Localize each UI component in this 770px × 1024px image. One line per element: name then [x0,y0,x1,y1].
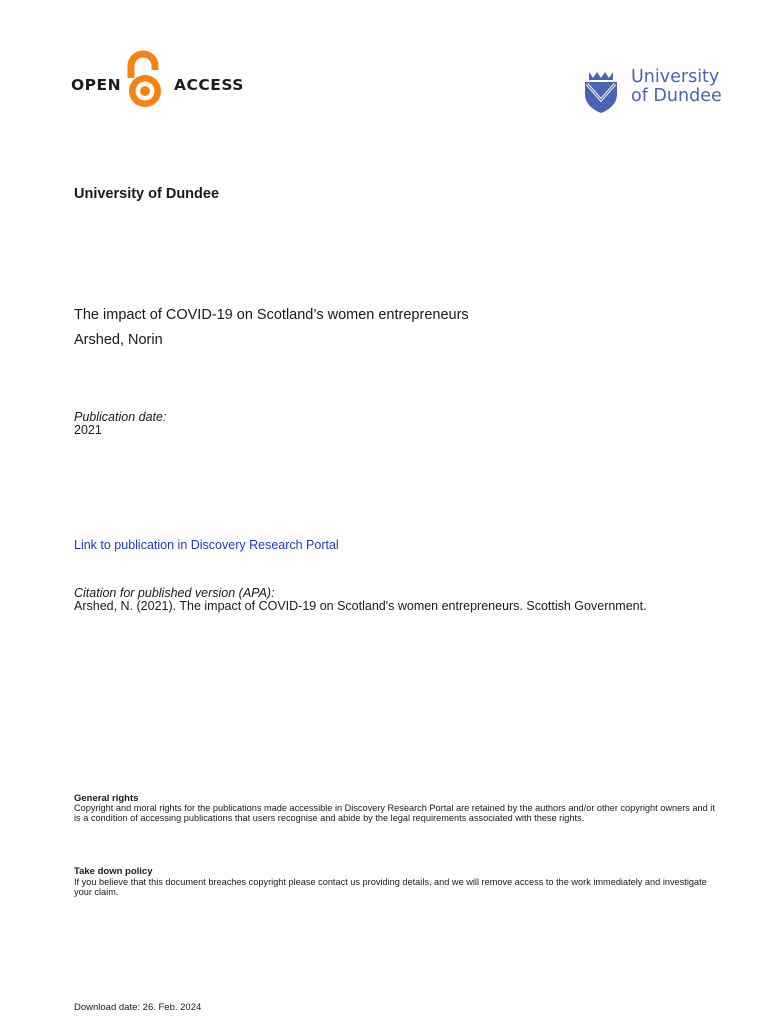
publication-date-label: Publication date: [74,410,167,424]
general-rights-text: Copyright and moral rights for the publications made accessible in Discovery Research Portal are retained by the authors and/or other copyright owners and it is a condition of accessing publications that users recognise and abide by the legal requirements associated with these rights. [74,803,715,824]
download-date: Download date: 26. Feb. 2024 [74,1002,202,1013]
publication-title: The impact of COVID-19 on Scotland’s women entrepreneurs [74,307,469,323]
open-access-logo-right-text: ACCESS [174,76,244,94]
university-logo-text [631,68,722,106]
take-down-text: If you believe that this document breaches copyright please contact us providing details, and we will remove access to the work immediately and investigate your claim. [74,877,707,898]
shield-crest-icon [583,70,619,114]
citation-text: Arshed, N. (2021). The impact of COVID-19 on Scotland's women entrepreneurs. Scottish Government. [74,599,647,613]
institution-name: University of Dundee [74,186,220,202]
take-down-heading: Take down policy [74,866,153,877]
publication-date-value: 2021 [74,423,102,437]
general-rights-heading: General rights [74,793,139,804]
publication-authors: Arshed, Norin [74,332,163,348]
university-logo-line2: of Dundee [631,86,722,106]
portal-link[interactable]: Link to publication in Discovery Research Portal [74,538,339,552]
open-lock-icon [123,50,167,112]
open-access-logo-left-text: OPEN [71,76,122,94]
university-logo-line1: University [631,67,720,87]
open-access-logo [71,50,251,112]
citation-label: Citation for published version (APA): [74,586,275,600]
university-logo [583,68,733,116]
